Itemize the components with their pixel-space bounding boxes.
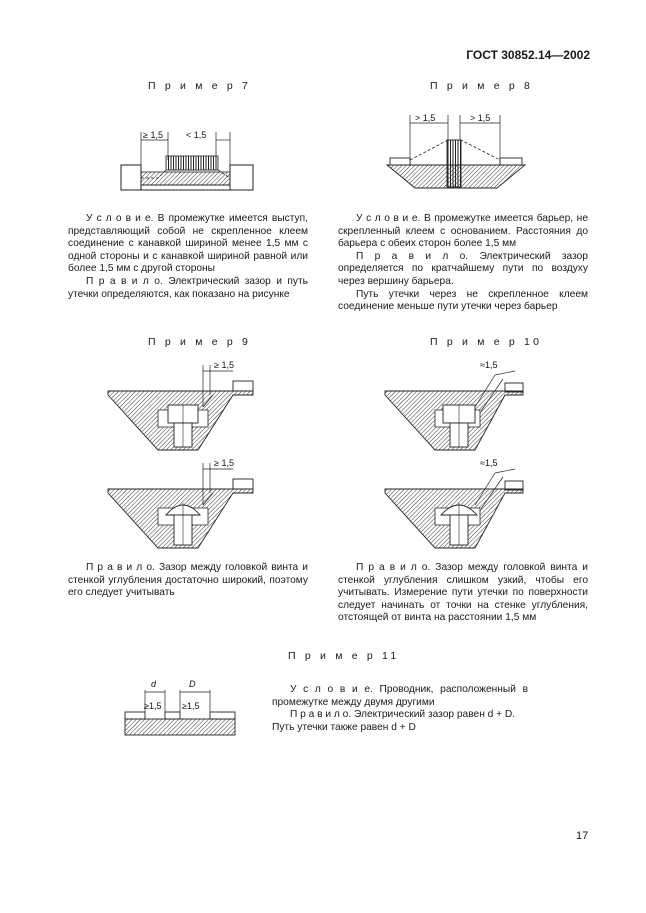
example-7-dim-a: ≥ 1,5 xyxy=(143,130,163,140)
example-8-dim-b: > 1,5 xyxy=(470,113,491,123)
example-10-text xyxy=(338,562,588,625)
example-11-title: П р и м е р 11 xyxy=(288,650,400,662)
example-9-dim-top: ≥ 1,5 xyxy=(214,360,234,370)
example-9-text xyxy=(68,562,308,600)
example-11-rule-label: П р а в и л о. xyxy=(290,709,352,721)
example-10-figure-top xyxy=(385,355,545,455)
example-9-title: П р и м е р 9 xyxy=(148,336,252,348)
example-8-rule-label: П р а в и л о. xyxy=(356,250,469,262)
example-7-rule-text: Электрический зазор и путь утечки определяются, как показано на рисунке xyxy=(68,275,308,300)
example-11-figure xyxy=(120,676,250,746)
example-7-title: П р и м е р 7 xyxy=(148,80,252,92)
example-10-rule-text: Зазор между головкой винта и стенкой углубления слишком узкий, чтобы его учитывать. Измерение пути утечки по поверхности следует начинать от точки на стенке углубления, отстоящей от винта на расстоянии 1,5 мм xyxy=(338,562,588,624)
example-11-rule-text: Электрический зазор равен d + D. xyxy=(354,709,516,721)
example-11-dim-d: d xyxy=(151,679,157,689)
example-10-figure-bottom xyxy=(385,453,545,553)
example-9-figure-top xyxy=(108,355,268,455)
example-9-rule-label: П р а в и л о. xyxy=(86,562,155,573)
example-11-condition-text: Проводник, расположенный в промежутке между двумя другими xyxy=(272,684,528,708)
example-8-rule-text: Электрический зазор определяется по кратчайшему пути по воздуху через вершину барьера. xyxy=(338,250,588,287)
example-8-figure xyxy=(385,110,545,200)
example-10-dim-bottom: ≈1,5 xyxy=(480,458,498,468)
example-8-condition-text: В промежутке имеется барьер, не скрепленный клеем с основанием. Расстояния до барьера с обеих сторон более 1,5 мм xyxy=(338,213,588,250)
standard-header: ГОСТ 30852.14—2002 xyxy=(466,48,590,62)
example-11-dim-b: ≥1,5 xyxy=(182,701,200,711)
example-8-title: П р и м е р 8 xyxy=(430,80,534,92)
example-10-rule-label: П р а в и л о. xyxy=(356,562,431,573)
example-7-figure xyxy=(118,120,268,200)
example-8-condition-label: У с л о в и е. xyxy=(356,213,421,224)
example-11-rule-text-2: Путь утечки также равен d + D xyxy=(272,721,416,733)
example-11-dim-a: ≥1,5 xyxy=(144,701,162,711)
example-10-title: П р и м е р 10 xyxy=(430,336,543,348)
example-7-rule-label: П р а в и л о. xyxy=(86,275,163,287)
example-7-text xyxy=(68,213,308,301)
example-8-dim-a: > 1,5 xyxy=(415,113,436,123)
example-9-dim-bottom: ≥ 1,5 xyxy=(214,458,234,468)
example-7-dim-b: < 1,5 xyxy=(186,130,207,140)
example-9-rule-text: Зазор между головкой винта и стенкой углубления достаточно широкий, поэтому его следует учитывать xyxy=(68,562,308,599)
example-10-dim-top: ≈1,5 xyxy=(480,360,498,370)
example-8-rule-text-2: Путь утечки через не скрепленное клеем соединение меньше пути утечки через барьер xyxy=(338,288,588,313)
page-number: 17 xyxy=(576,830,589,842)
example-8-text xyxy=(338,213,588,314)
example-11-dim-D: D xyxy=(189,679,196,689)
example-7-condition-text: В промежутке имеется выступ, представляющий собой не скрепленное клеем соединение с канавкой шириной менее 1,5 мм с одной стороны и с канавкой шириной равной или более 1,5 мм с другой стороны xyxy=(68,213,308,275)
example-9-figure-bottom xyxy=(108,453,268,553)
example-7-condition-label: У с л о в и е. xyxy=(86,213,154,224)
example-11-condition-label: У с л о в и е. xyxy=(290,684,373,695)
example-11-text xyxy=(272,684,528,734)
